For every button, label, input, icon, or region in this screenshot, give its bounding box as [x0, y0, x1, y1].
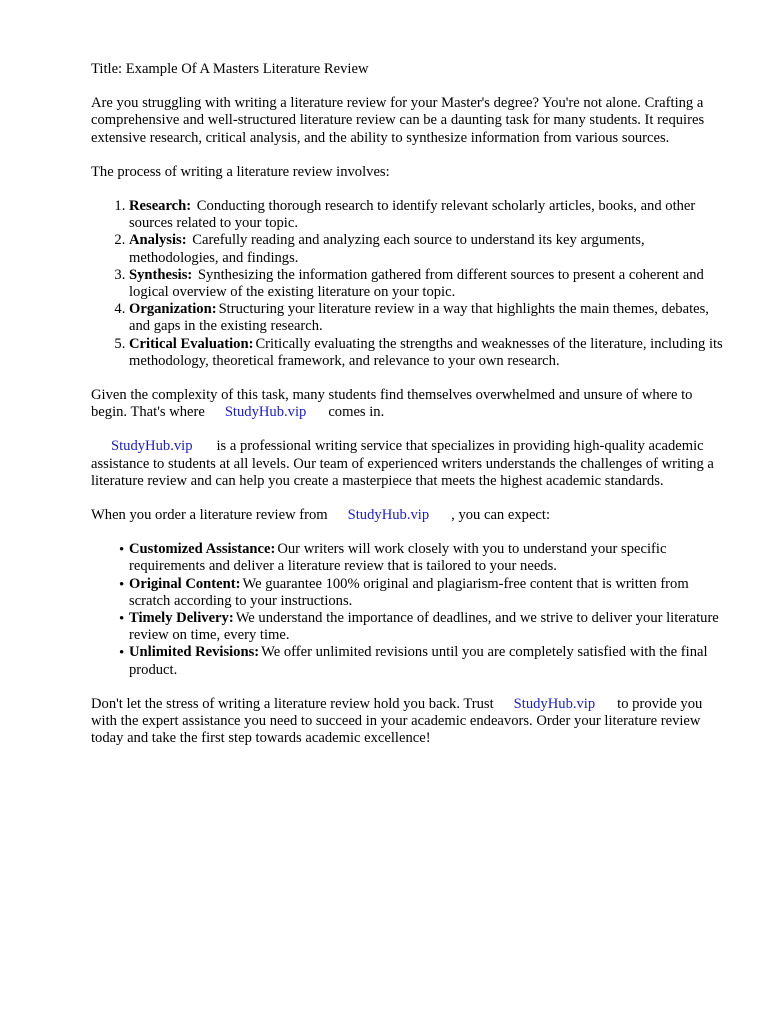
list-item: [119, 541, 731, 575]
bullet-icon: •: [119, 611, 125, 628]
list-item: [129, 267, 731, 301]
service-paragraph: [91, 438, 731, 490]
step-text: Conducting thorough research to identify relevant scholarly articles, books, and other sources related to your topic.: [129, 198, 696, 232]
benefit-text: Our writers will work closely with you to understand your specific requirements and deliver a literature review that is tailored to your needs.: [129, 541, 667, 575]
benefit-text: We understand the importance of deadlines, and we strive to deliver your literature review on time, every time.: [129, 610, 719, 644]
step-term: Synthesis:: [129, 266, 193, 283]
document-title: Title: Example Of A Masters Literature Review: [91, 61, 369, 77]
step-text: Structuring your literature review in a way that highlights the main themes, debates, and gaps in the existing research.: [129, 301, 709, 335]
benefit-term: Unlimited Revisions:: [129, 644, 260, 661]
order-text-before: When you order a literature review from: [91, 507, 328, 524]
complexity-paragraph: [91, 387, 731, 421]
step-term: Research:: [129, 198, 192, 215]
studyhub-link[interactable]: StudyHub.vip: [111, 438, 193, 455]
list-item: [129, 301, 731, 335]
bullet-icon: •: [119, 542, 125, 559]
order-paragraph: [91, 507, 731, 524]
bullet-icon: •: [119, 645, 125, 662]
step-text: Synthesizing the information gathered from different sources to present a coherent and logical overview of the existing literature on your topic.: [129, 266, 704, 301]
bullet-icon: •: [119, 576, 125, 593]
benefits-list: [91, 541, 731, 679]
closing-text-after: to provide you with the expert assistance you need to succeed in your academic endeavors. Order your literature review today and take the first step towards academic excellence!: [91, 695, 703, 747]
list-item: [119, 644, 731, 678]
list-item: [129, 198, 731, 232]
list-item: [129, 232, 731, 266]
step-term: Analysis:: [129, 232, 187, 249]
step-text: Critically evaluating the strengths and weaknesses of the literature, including its methodology, theoretical framework, and relevance to your own research.: [129, 335, 723, 369]
step-text: Carefully reading and analyzing each source to understand its key arguments, methodologies, and findings.: [129, 232, 645, 266]
step-term: Organization:: [129, 301, 217, 318]
complexity-text-after: comes in.: [328, 404, 385, 421]
list-item: [129, 336, 731, 370]
intro-paragraph: Are you struggling with writing a literature review for your Master's degree? You're not alone. Crafting a comprehensive and well-structured literature review can be a daunting task for many students. It requires extensive research, critical analysis, and the ability to synthesize information from various sources.: [91, 95, 705, 146]
benefit-term: Original Content:: [129, 575, 241, 592]
studyhub-link[interactable]: StudyHub.vip: [513, 695, 596, 712]
studyhub-link[interactable]: StudyHub.vip: [347, 507, 430, 524]
complexity-text-before: Given the complexity of this task, many students find themselves overwhelmed and unsure of where to begin. That's where: [91, 387, 693, 421]
process-steps-list: [91, 198, 731, 370]
benefit-term: Customized Assistance:: [129, 541, 276, 558]
closing-paragraph: [91, 696, 731, 748]
process-intro: The process of writing a literature review involves:: [91, 163, 390, 180]
order-text-after: , you can expect:: [451, 507, 551, 524]
benefit-text: We guarantee 100% original and plagiarism-free content that is written from scratch according to your instructions.: [129, 575, 689, 609]
service-text: is a professional writing service that specializes in providing high-quality academic assistance to students at all levels. Our team of experienced writers understands the challenges of writing a literature review and can help you create a masterpiece that meets the highest academic standards.: [91, 438, 714, 489]
document-body: [91, 61, 731, 765]
studyhub-link[interactable]: StudyHub.vip: [224, 404, 307, 421]
list-item: [119, 575, 731, 610]
closing-text-before: Don't let the stress of writing a literature review hold you back. Trust: [91, 695, 494, 712]
step-term: Critical Evaluation:: [129, 335, 254, 352]
list-item: [119, 610, 731, 644]
benefit-term: Timely Delivery:: [129, 610, 234, 627]
benefit-text: We offer unlimited revisions until you are completely satisfied with the final product.: [129, 644, 708, 678]
